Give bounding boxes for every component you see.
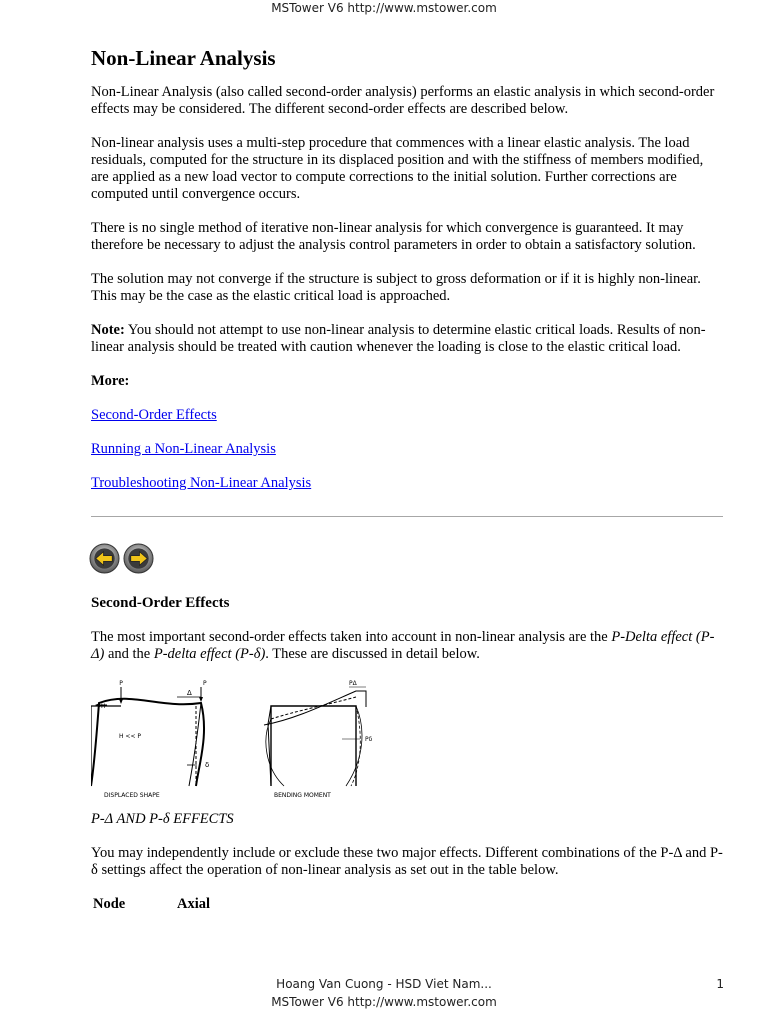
- link-running-non-linear-analysis[interactable]: Running a Non-Linear Analysis: [91, 441, 276, 457]
- bm-frame: [271, 706, 356, 786]
- link-troubleshooting-non-linear-analysis[interactable]: Troubleshooting Non-Linear Analysis: [91, 475, 312, 491]
- link-second-order-effects[interactable]: Second-Order Effects: [91, 407, 217, 423]
- paragraph-intro: Non-Linear Analysis (also called second-order analysis) performs an elastic analysis in which second-order effects may be considered. The different second-order effects are described below.: [91, 84, 715, 117]
- label-delta-cap: Δ: [187, 689, 192, 697]
- label-p2: P: [203, 680, 207, 687]
- more-label: More:: [91, 373, 130, 389]
- link-paragraph-1: [91, 407, 723, 424]
- paragraph-deformation: The solution may not converge if the structure is subject to gross deformation or if it is highly non-linear. This may be the case as the elastic critical load is approached.: [91, 271, 701, 304]
- prev-button[interactable]: [89, 543, 120, 574]
- diagrams: [91, 679, 723, 801]
- label-pdelta-small: Pδ: [365, 736, 373, 743]
- table-header-node: Node: [93, 896, 126, 912]
- page-header: MSTower V6 http://www.mstower.com: [271, 1, 497, 15]
- divider: [91, 516, 723, 517]
- page-title: Non-Linear Analysis: [91, 46, 276, 70]
- bending-moment-diagram: [256, 679, 416, 801]
- paragraph-procedure: Non-linear analysis uses a multi-step procedure that commences with a linear elastic analysis. The load residuals, computed for the structure in its displaced position and with the stiffness of members modified, are applied as a new load vector to compute corrections to the initial solution. Further corrections are computed until convergence occurs.: [91, 135, 704, 202]
- link-paragraph-2: [91, 441, 723, 458]
- figure-caption: P-Δ AND P-δ EFFECTS: [91, 811, 234, 827]
- bm-diagram-beam: [264, 691, 366, 725]
- page-number: 1: [716, 977, 724, 991]
- p-small-delta-term: P-delta effect (P-δ): [153, 646, 266, 662]
- link-paragraph-3: [91, 475, 723, 492]
- footer-url: MSTower V6 http://www.mstower.com: [271, 995, 497, 1009]
- note-text: You should not attempt to use non-linear analysis to determine elastic critical loads. Results of non-linear analysis should be treated with caution whenever the loading is close to the elastic critical load.: [91, 322, 706, 355]
- caption-bending-moment: BENDING MOMENT: [274, 792, 331, 799]
- label-pdelta-cap: PΔ: [349, 680, 357, 687]
- label-delta-small: δ: [205, 761, 210, 769]
- note-paragraph: [91, 322, 723, 356]
- displaced-shape-diagram: [91, 679, 226, 801]
- next-button[interactable]: [123, 543, 154, 574]
- nav-buttons: [89, 543, 723, 577]
- section-intro: The most important second-order effects taken into account in non-linear analysis are the P-Delta effect (P-Δ) and the P-delta effect (P-δ). These are discussed in detail below.: [91, 629, 715, 662]
- paragraph-effects-combinations: You may independently include or exclude these two major effects. Different combinations of the P-Δ and P-δ settings affect the operation of non-linear analysis as set out in the table below.: [91, 845, 723, 878]
- label-p1: P: [119, 680, 123, 687]
- label-h: H: [101, 703, 106, 710]
- section-title: Second-Order Effects: [91, 595, 230, 611]
- deflected-shape: [91, 699, 204, 786]
- main-content: [91, 44, 723, 913]
- label-relation: H << P: [119, 733, 141, 740]
- bm-diagram-column: [346, 706, 362, 786]
- paragraph-convergence: There is no single method of iterative non-linear analysis for which convergence is guaranteed. It may therefore be necessary to adjust the analysis control parameters in order to obtain a satisfactory solution.: [91, 220, 696, 253]
- note-label: Note:: [91, 322, 125, 338]
- table-header-row: [91, 896, 723, 913]
- table-header-axial: Axial: [177, 896, 211, 912]
- caption-displaced-shape: DISPLACED SHAPE: [104, 792, 160, 799]
- p-delta-term: P-Delta effect (P-Δ): [91, 629, 715, 662]
- footer-author: Hoang Van Cuong - HSD Viet Nam...: [276, 977, 492, 991]
